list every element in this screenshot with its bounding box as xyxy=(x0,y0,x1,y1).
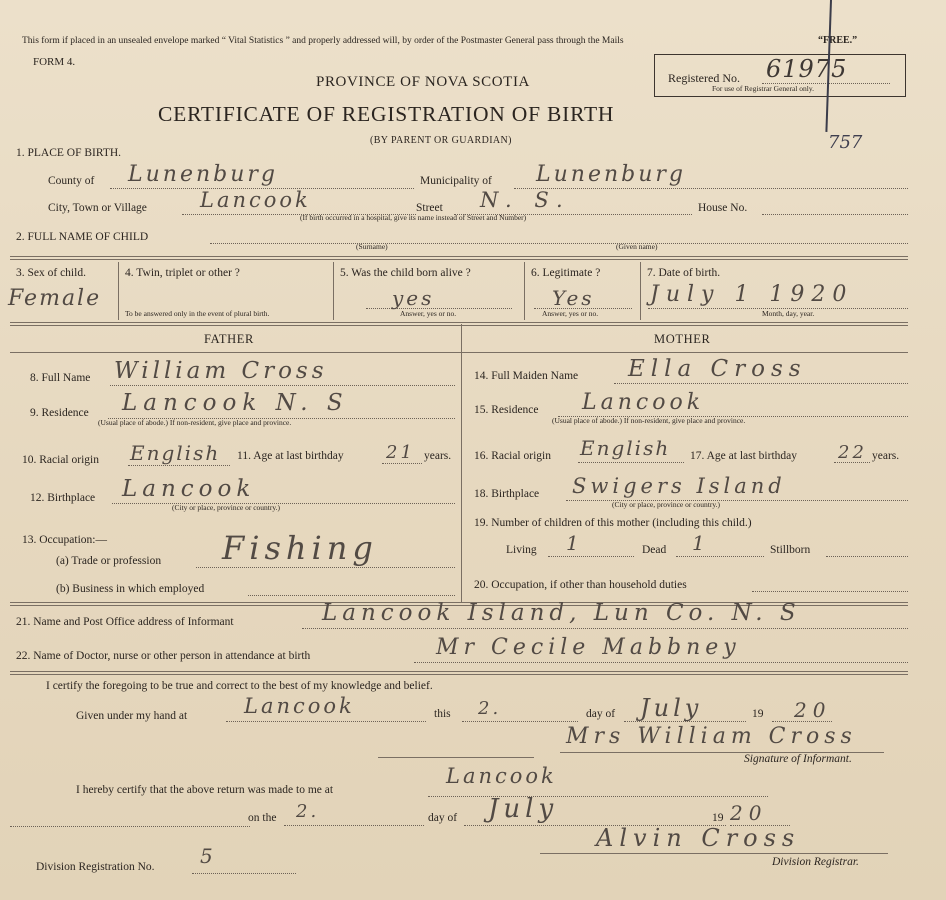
informant-value: Lancook Island, Lun Co. N. S xyxy=(322,600,801,626)
mother-racial-value: English xyxy=(580,436,671,460)
father-residence-caption: (Usual place of abode.) If non-resident, give place and province. xyxy=(98,418,292,427)
informant-signature: Mrs William Cross xyxy=(566,724,857,749)
county-label: County of xyxy=(48,175,95,187)
registrar-signature: Alvin Cross xyxy=(596,824,801,852)
sex-label: 3. Sex of child. xyxy=(16,267,86,279)
father-age-unit: years. xyxy=(424,450,452,462)
father-occupation-label: 13. Occupation:— xyxy=(22,534,107,546)
trade-value: Fishing xyxy=(222,529,378,567)
parents-column-divider xyxy=(461,324,462,602)
legitimate-label: 6. Legitimate ? xyxy=(531,267,601,279)
division-registration-label: Division Registration No. xyxy=(36,861,155,873)
date-of-birth-caption: Month, day, year. xyxy=(762,309,815,318)
informant-signature-caption: Signature of Informant. xyxy=(744,753,852,765)
city-label: City, Town or Village xyxy=(48,202,147,214)
mother-name-label: 14. Full Maiden Name xyxy=(474,370,579,382)
registrar-place-value: Lancook xyxy=(446,764,557,788)
father-age-value: 21 xyxy=(386,442,415,463)
registrar-month-value: July xyxy=(488,794,559,824)
margin-note: 757 xyxy=(828,132,863,153)
municipality-label: Municipality of xyxy=(420,175,492,187)
born-alive-caption: Answer, yes or no. xyxy=(400,309,457,318)
mother-name-value: Ella Cross xyxy=(628,356,807,382)
given-at-label: Given under my hand at xyxy=(76,710,188,722)
street-label: Street xyxy=(416,202,443,214)
certification-year-value: 20 xyxy=(794,698,832,722)
father-birthplace-caption: (City or place, province or country.) xyxy=(172,503,281,512)
given-at-value: Lancook xyxy=(244,694,355,718)
registrar-year-prefix: 19 xyxy=(712,812,724,824)
father-residence-value: Lancook N. S xyxy=(122,390,349,416)
division-registration-value: 5 xyxy=(200,844,216,868)
trade-label: (a) Trade or profession xyxy=(56,555,162,567)
certification-month-value: July xyxy=(640,694,703,722)
registered-label: Registered No. xyxy=(668,71,740,85)
mother-residence-caption: (Usual place of abode.) If non-resident, give place and province. xyxy=(552,416,746,425)
given-name-caption: (Given name) xyxy=(616,242,658,251)
twin-label: 4. Twin, triplet or other ? xyxy=(125,267,240,279)
twin-caption: To be answered only in the event of plural birth. xyxy=(125,309,270,318)
certificate-title: CERTIFICATE OF REGISTRATION OF BIRTH xyxy=(158,102,615,126)
mother-birthplace-caption: (City or place, province or country.) xyxy=(612,500,721,509)
child-name-label: 2. FULL NAME OF CHILD xyxy=(16,231,149,243)
form-number: FORM 4. xyxy=(33,56,76,68)
stillborn-label: Stillborn xyxy=(770,544,811,556)
mailing-notice-free: “FREE.” xyxy=(818,35,858,46)
father-racial-value: English xyxy=(130,441,221,465)
province-heading: PROVINCE OF NOVA SCOTIA xyxy=(316,74,530,90)
county-value: Lunenburg xyxy=(128,162,278,187)
registrar-day-of-label: day of xyxy=(428,812,458,824)
born-alive-label: 5. Was the child born alive ? xyxy=(340,267,471,279)
father-age-label: 11. Age at last birthday xyxy=(237,450,344,462)
mother-birthplace-label: 18. Birthplace xyxy=(474,488,540,500)
dead-label: Dead xyxy=(642,544,667,556)
father-racial-label: 10. Racial origin xyxy=(22,454,99,466)
born-alive-value: yes xyxy=(392,286,435,310)
street-value: N. S. xyxy=(480,188,571,212)
section-divider xyxy=(378,757,534,758)
mother-residence-label: 15. Residence xyxy=(474,404,539,416)
registrar-year-value: 20 xyxy=(730,801,768,825)
doctor-label: 22. Name of Doctor, nurse or other person in attendance at birth xyxy=(16,650,311,662)
mother-age-label: 17. Age at last birthday xyxy=(690,450,797,462)
dead-value: 1 xyxy=(692,531,708,555)
divider-before-parents xyxy=(10,322,908,326)
certification-year-prefix: 19 xyxy=(752,708,764,720)
mother-age-unit: years. xyxy=(872,450,900,462)
city-value: Lancook xyxy=(200,188,311,212)
certification-day-value: 2. xyxy=(478,698,502,719)
doctor-value: Mr Cecile Mabbney xyxy=(436,635,741,660)
registrar-day-value: 2. xyxy=(296,801,320,822)
registrar-statement: I hereby certify that the above return was made to me at xyxy=(76,784,334,796)
place-of-birth-heading: 1. PLACE OF BIRTH. xyxy=(16,147,122,159)
father-name-value: William Cross xyxy=(114,358,328,384)
father-residence-label: 9. Residence xyxy=(30,407,89,419)
sex-value: Female xyxy=(8,286,102,311)
legitimate-caption: Answer, yes or no. xyxy=(542,309,599,318)
legitimate-value: Yes xyxy=(552,286,595,310)
registrar-caption: Division Registrar. xyxy=(772,856,859,868)
mother-occupation-label: 20. Occupation, if other than household duties xyxy=(474,579,687,591)
mother-birthplace-value: Swigers Island xyxy=(572,474,786,498)
hospital-note: (If birth occurred in a hospital, give its name instead of Street and Number) xyxy=(300,213,527,222)
certificate-subtitle: (BY PARENT OR GUARDIAN) xyxy=(370,135,512,146)
children-count-label: 19. Number of children of this mother (including this child.) xyxy=(474,517,752,529)
father-heading: FATHER xyxy=(204,332,254,346)
living-label: Living xyxy=(506,544,537,556)
father-birthplace-label: 12. Birthplace xyxy=(30,492,96,504)
father-birthplace-value: Lancook xyxy=(122,476,256,502)
certification-day-of-label: day of xyxy=(586,708,616,720)
divider-before-certification xyxy=(10,671,908,675)
business-label: (b) Business in which employed xyxy=(56,583,205,595)
mother-residence-value: Lancook xyxy=(582,390,705,415)
date-of-birth-label: 7. Date of birth. xyxy=(647,267,721,279)
house-number-label: House No. xyxy=(698,202,748,214)
living-value: 1 xyxy=(566,531,582,555)
date-of-birth-value: July 1 1920 xyxy=(650,282,854,307)
mailing-notice: This form if placed in an unsealed envelope marked “ Vital Statistics ” and properly addressed will, by order of the Postmaster General pass through the Mails xyxy=(22,36,624,46)
certification-this-label: this xyxy=(434,708,451,720)
certification-statement: I certify the foregoing to be true and correct to the best of my knowledge and belief. xyxy=(46,680,433,692)
mother-heading: MOTHER xyxy=(654,332,711,346)
informant-label: 21. Name and Post Office address of Informant xyxy=(16,616,234,628)
divider-after-name xyxy=(10,256,908,260)
registrar-use-note: For use of Registrar General only. xyxy=(712,84,814,93)
surname-caption: (Surname) xyxy=(356,242,388,251)
municipality-value: Lunenburg xyxy=(536,162,686,187)
registered-number: 61975 xyxy=(766,55,848,83)
father-name-label: 8. Full Name xyxy=(30,372,91,384)
mother-age-value: 22 xyxy=(838,442,867,463)
registrar-on-the-label: on the xyxy=(248,812,277,824)
mother-racial-label: 16. Racial origin xyxy=(474,450,551,462)
